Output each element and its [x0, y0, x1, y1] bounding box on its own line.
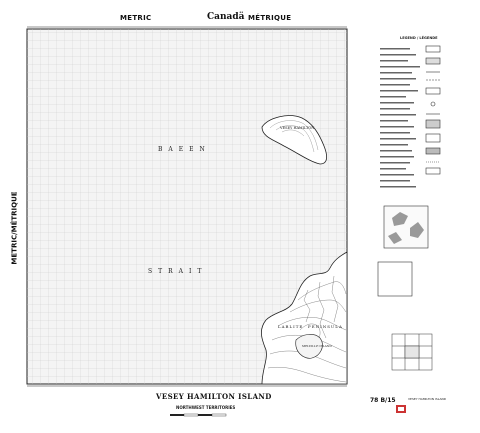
canada-wordmark: Canadä	[207, 12, 245, 22]
inlet-label: MELVILLE ISLAND	[302, 344, 332, 348]
header-metrique-label: MÉTRIQUE	[248, 14, 292, 22]
left-side-label: METRIC/MÉTRIQUE	[10, 191, 19, 265]
sheet-number: 78 B/15	[370, 397, 396, 404]
strait-label-top: BAEEN	[158, 146, 211, 153]
map-subtitle: NORTHWEST TERRITORIES	[176, 405, 236, 410]
sheet-name-footer: VESEY HAMILTON ISLAND	[408, 397, 447, 401]
island-label: VESEY HAMILTON	[280, 126, 315, 130]
legend-heading: LEGEND / LÉGENDE	[400, 36, 438, 40]
peninsula-label: PENINSULA	[308, 324, 343, 329]
map-title: VESEY HAMILTON ISLAND	[156, 392, 272, 401]
shore-label: LABLITE	[278, 324, 304, 329]
strait-label-bottom: STRAIT	[148, 268, 208, 275]
header-metric-label: METRIC	[120, 14, 152, 22]
